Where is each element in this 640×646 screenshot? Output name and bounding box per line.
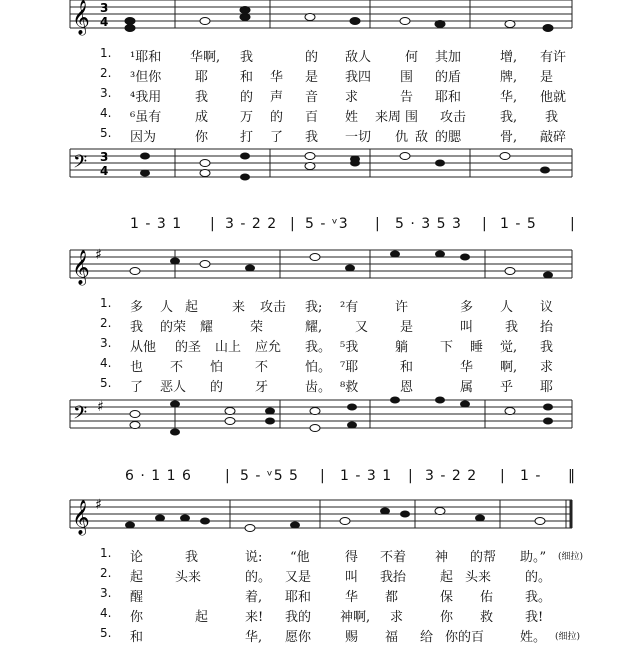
hymn-score: 𝄞 3 4 1. ¹耶和 华啊, 我 的 敌人 何 其加 增, 有许 2. ³但你 耶 和 华 是 我四 围 的盾 牌, 是 3. ⁴我用 我 的 声 音 求 告 耶和 华, 他就 4. ⁶虽有 成 万 的 百 姓 来周 围 攻击 我, 我 5. 因为 你 打 了 我 一切 仇 敌 的腮 骨, 敲碎 𝄢 3 4 1 - 3 1 | 3 - 2 2 | 5 - ᵛ3 | 5 · 3 5 3 | 1 - 5 | 𝄞 ♯ 1. 多 人 起 来 攻击 我; ²有 许 多 人 议 2. 我 的荣 耀 荣 耀, 又 是 叫 我 抬 3. 从他 的圣 山上 应允 我。 ⁵我 躺 下 睡 觉, 我 4. 也 不 怕 不 怕。 ⁷耶 和 华 啊, 求 5. 了 恶人 的 牙 齿。 ⁸救 恩 属 乎 耶 𝄢 ♯ 6 · 1 1 6 | 5 - ᵛ5 5 | 1 - 3 1 | 3 - 2 2 | 1 - ‖ 𝄞 ♯ 1. 论 我 说: “他 得 不着 神 的帮 助。” (细拉) 2. 起 头来 的。 又是 叫 我抬 起 头来 的。 3. 醒 着, 耶和 华 都 保 佑 我。 4. 你 起 来! 我的 神啊, 求 你 救 我! 5. 和 华, 愿你 赐 福 给 你的百 姓。 (细拉) [0,0,640,640]
system1-bass-staff [0,145,640,195]
svg-text:4: 4 [100,164,109,178]
bass-clef-icon: 𝄢 [73,152,88,177]
treble-clef-icon: 𝄞 [72,500,90,535]
system1-treble-staff [0,0,640,40]
svg-text:♯: ♯ [95,497,102,513]
svg-text:♯: ♯ [95,247,102,263]
system3-treble-staff [0,497,640,547]
system2-treble-staff [0,245,640,295]
svg-text:3: 3 [100,1,109,15]
treble-clef-icon: 𝄞 [72,0,90,35]
bass-clef-icon: 𝄢 [73,403,88,428]
svg-text:4: 4 [100,15,109,29]
svg-text:3: 3 [100,150,109,164]
system2-bass-staff [0,395,640,455]
treble-clef-icon: 𝄞 [72,250,90,285]
svg-text:♯: ♯ [97,399,104,415]
